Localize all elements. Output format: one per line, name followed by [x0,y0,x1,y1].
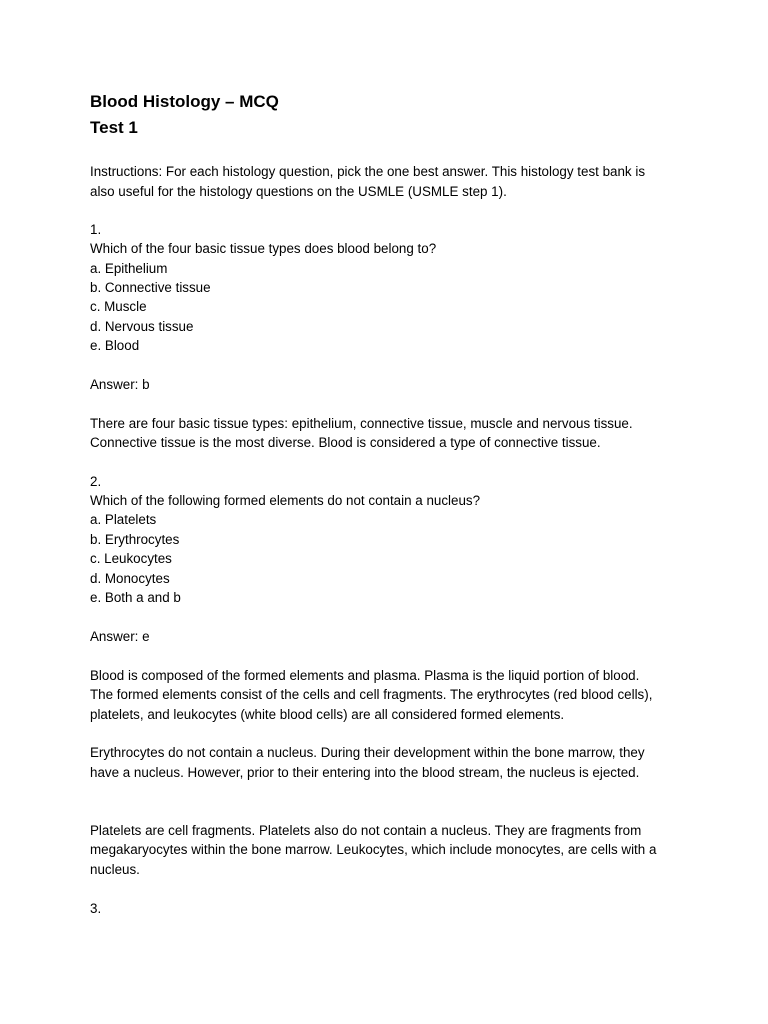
document-title: Blood Histology – MCQ [90,92,279,111]
instructions-line: Instructions: For each histology question, pick the one best answer. This histology test bank is [90,164,646,179]
explanation-line: have a nucleus. However, prior to their entering into the blood stream, the nucleus is ejected. [90,765,640,780]
answer-option: e. Blood [90,338,140,353]
explanation-line: There are four basic tissue types: epithelium, connective tissue, muscle and nervous tissue. [90,416,633,431]
explanation-line: Connective tissue is the most diverse. Blood is considered a type of connective tissue. [90,435,601,450]
question-text: Which of the following formed elements do not contain a nucleus? [90,493,481,508]
question-number: 2. [90,474,102,489]
question-number: 3. [90,901,102,916]
answer-option: c. Muscle [90,299,147,314]
instructions-line: also useful for the histology questions on the USMLE (USMLE step 1). [90,184,507,199]
answer-option: d. Nervous tissue [90,319,194,334]
question-number: 1. [90,222,102,237]
answer-option: d. Monocytes [90,571,170,586]
answer-option: e. Both a and b [90,590,181,605]
answer-text: Answer: b [90,377,150,392]
document-subtitle: Test 1 [90,118,138,137]
explanation-line: nucleus. [90,862,140,877]
answer-text: Answer: e [90,629,150,644]
explanation-line: megakaryocytes within the bone marrow. Leukocytes, which include monocytes, are cells with a [90,842,657,857]
answer-option: c. Leukocytes [90,551,172,566]
explanation-line: platelets, and leukocytes (white blood cells) are all considered formed elements. [90,707,565,722]
explanation-line: The formed elements consist of the cells and cell fragments. The erythrocytes (red blood cells), [90,687,653,702]
question-text: Which of the four basic tissue types does blood belong to? [90,241,437,256]
explanation-line: Platelets are cell fragments. Platelets also do not contain a nucleus. They are fragments from [90,823,642,838]
answer-option: a. Epithelium [90,261,168,276]
answer-option: a. Platelets [90,512,157,527]
explanation-line: Blood is composed of the formed elements and plasma. Plasma is the liquid portion of blood. [90,668,640,683]
answer-option: b. Erythrocytes [90,532,180,547]
answer-option: b. Connective tissue [90,280,211,295]
explanation-line: Erythrocytes do not contain a nucleus. During their development within the bone marrow, they [90,745,645,760]
